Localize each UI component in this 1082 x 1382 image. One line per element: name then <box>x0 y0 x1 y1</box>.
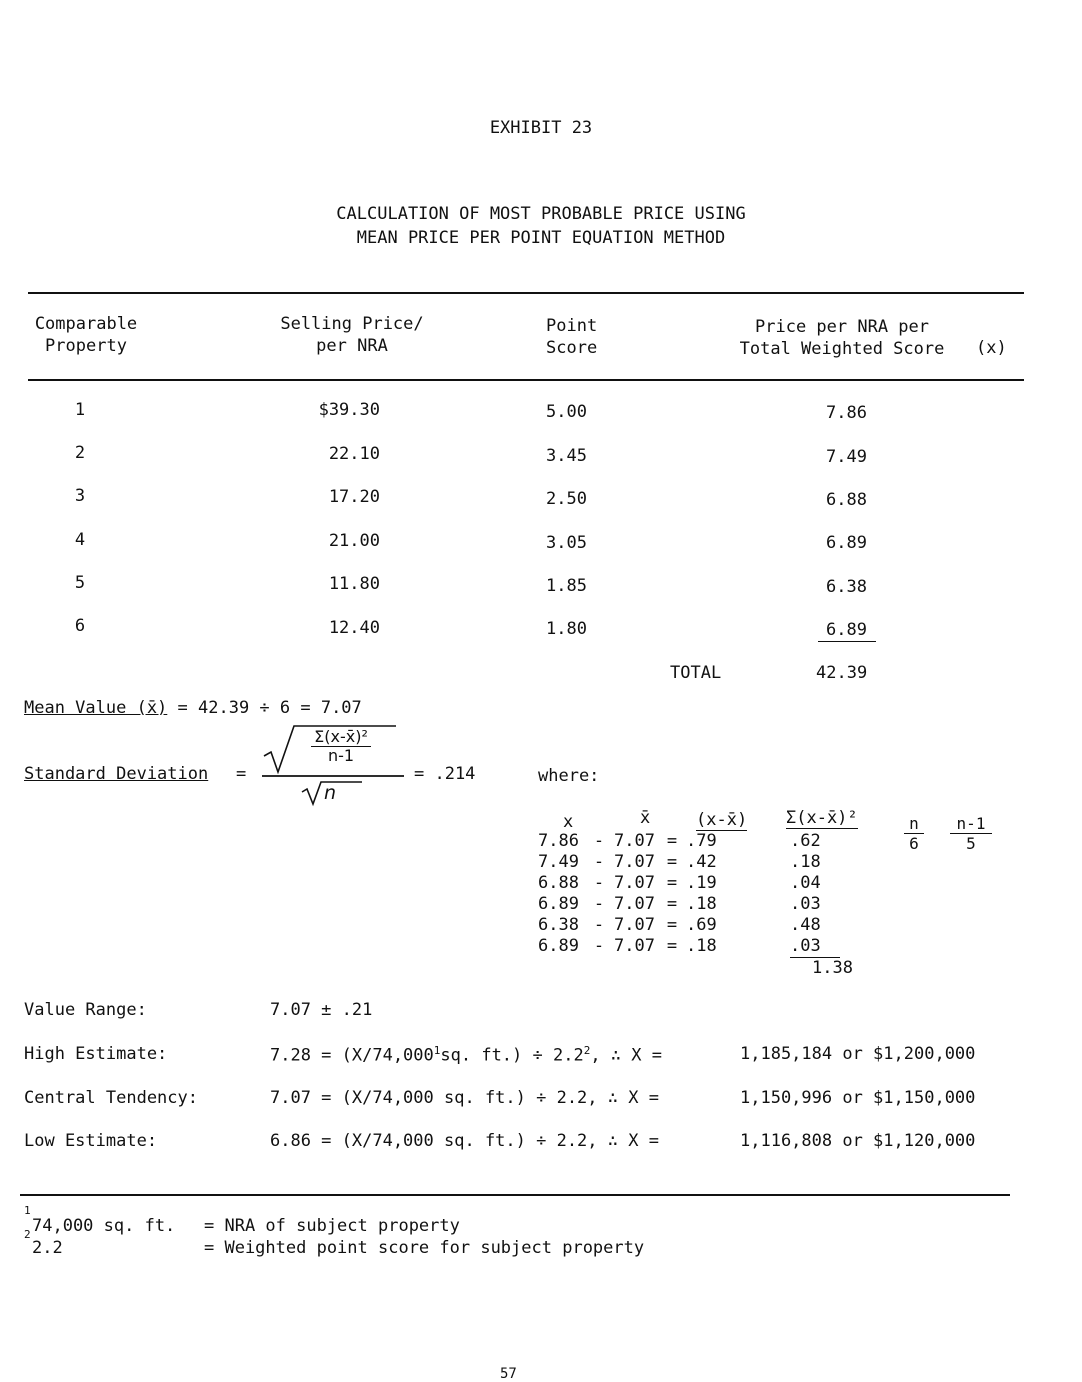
cell-property: 6 <box>74 616 86 636</box>
cell-score: 3.45 <box>546 446 587 466</box>
calc-row <box>538 936 840 958</box>
footnote-ref-1: 1 <box>433 1044 441 1057</box>
calc-row <box>538 873 840 894</box>
calc-xbar: 7.07 <box>614 915 655 935</box>
calc-xbar: 7.07 <box>614 894 655 914</box>
calc-diff: .42 <box>686 852 717 872</box>
calc-sq: .04 <box>790 873 821 893</box>
page-number: 57 <box>500 1366 517 1382</box>
calc-minus: - <box>593 831 605 851</box>
header-col1-line2: Property <box>45 336 127 356</box>
estimate-therefore: , ∴ X = <box>590 1045 662 1066</box>
header-col2-line1: Selling Price/ <box>280 314 424 334</box>
estimate-label: Low Estimate: <box>24 1131 158 1151</box>
value-range-label: Value Range: <box>24 1000 147 1020</box>
cell-ratio: 6.89 <box>826 533 867 553</box>
calc-xbar: 7.07 <box>614 831 655 851</box>
estimate-formula <box>270 1044 662 1066</box>
cell-price: 11.80 <box>328 574 380 594</box>
calc-eq: = <box>666 894 678 914</box>
estimate-equation: 7.07 = (X/74,000 <box>270 1088 434 1108</box>
total-rule <box>818 641 876 642</box>
std-dev-inner-fraction <box>286 728 396 765</box>
estimate-equation: 7.28 = (X/74,000 <box>270 1045 434 1066</box>
calc-x: 6.88 <box>538 873 579 893</box>
cell-ratio: 7.86 <box>826 403 867 423</box>
table-top-rule <box>28 292 1024 294</box>
cell-property: 2 <box>74 443 86 463</box>
calc-header-xbar: x̄ <box>640 808 651 828</box>
calc-sum: 1.38 <box>812 958 853 978</box>
estimate-formula <box>270 1088 659 1108</box>
where-label: where: <box>538 766 600 786</box>
estimate-equation-mid: sq. ft.) ÷ 2.2 <box>433 1131 588 1151</box>
cell-score: 5.00 <box>546 402 587 422</box>
cell-price: 22.10 <box>328 444 380 464</box>
footnote-mark: 2 <box>24 1228 31 1241</box>
calc-row <box>538 831 840 852</box>
cell-property: 1 <box>74 400 86 420</box>
table-header-rule <box>28 379 1024 381</box>
header-x-symbol: (x) <box>976 338 1007 358</box>
mean-label: Mean Value (x̄) <box>24 698 168 718</box>
std-dev-denominator: n-1 <box>327 746 355 765</box>
calc-x: 6.89 <box>538 894 579 914</box>
cell-property: 5 <box>74 573 86 593</box>
header-point-score <box>546 315 597 359</box>
footnote-ref-2: 2 <box>583 1044 591 1057</box>
header-comparable-property <box>20 313 152 357</box>
footnote-definition: = NRA of subject property <box>204 1216 460 1236</box>
estimate-therefore: , ∴ X = <box>587 1088 659 1108</box>
footnote-mark: 1 <box>24 1204 31 1217</box>
cell-score: 3.05 <box>546 533 587 553</box>
estimate-equation: 6.86 = (X/74,000 <box>270 1131 434 1151</box>
calc-minus: - <box>593 894 605 914</box>
calc-sq: .03 <box>790 894 821 914</box>
value-range: 7.07 ± .21 <box>270 1000 373 1020</box>
estimate-label: Central Tendency: <box>24 1088 198 1108</box>
total-value: 42.39 <box>816 663 868 683</box>
header-price-per-nra <box>722 316 962 360</box>
std-dev-numerator: Σ(x-x̄)² <box>311 728 371 747</box>
calc-minus: - <box>593 936 605 957</box>
calc-diff: .19 <box>686 873 717 893</box>
calc-eq: = <box>666 831 678 851</box>
calc-diff: .18 <box>686 894 717 914</box>
std-dev-label: Standard Deviation <box>24 764 209 784</box>
calc-eq: = <box>666 936 678 957</box>
estimate-equation-mid: sq. ft.) ÷ 2.2 <box>440 1045 584 1066</box>
estimate-result: 1,116,808 or $1,120,000 <box>740 1131 976 1151</box>
calc-row <box>538 852 840 873</box>
calc-n-fraction <box>904 814 924 853</box>
cell-price: 12.40 <box>328 618 380 638</box>
cell-price: 21.00 <box>328 531 380 551</box>
exhibit-label: EXHIBIT 23 <box>489 118 593 138</box>
calc-sq: .62 <box>790 831 821 851</box>
cell-score: 1.80 <box>546 619 587 639</box>
calc-sq: .18 <box>790 852 821 872</box>
calc-minus: - <box>593 915 605 935</box>
calc-diff: .79 <box>686 831 717 851</box>
std-dev-result: = .214 <box>414 764 476 784</box>
header-col3-line1: Point <box>546 316 598 336</box>
header-col4-line2: Total Weighted Score <box>739 339 945 359</box>
calc-eq: = <box>666 873 678 893</box>
calc-n1-value: 5 <box>966 834 976 853</box>
calc-header-x: x <box>563 812 574 832</box>
cell-price: $39.30 <box>318 400 380 420</box>
cell-score: 1.85 <box>546 576 587 596</box>
calc-header-n1: n-1 <box>950 814 992 834</box>
calc-xbar: 7.07 <box>614 873 655 893</box>
footnote-rule <box>20 1194 1010 1196</box>
estimate-equation-mid: sq. ft.) ÷ 2.2 <box>433 1088 588 1108</box>
calc-header-n: n <box>904 814 924 834</box>
calc-x: 7.86 <box>538 831 579 851</box>
calc-minus: - <box>593 852 605 872</box>
cell-score: 2.50 <box>546 489 587 509</box>
header-selling-price <box>252 313 452 357</box>
cell-ratio: 6.89 <box>826 620 867 640</box>
std-dev-outer-denominator: n <box>324 782 337 804</box>
calc-row <box>538 894 840 915</box>
estimate-result: 1,150,996 or $1,150,000 <box>740 1088 976 1108</box>
calc-diff: .69 <box>686 915 717 935</box>
calc-xbar: 7.07 <box>614 936 655 957</box>
cell-ratio: 6.38 <box>826 577 867 597</box>
calc-x: 6.89 <box>538 936 579 957</box>
std-dev-equals: = <box>236 764 247 784</box>
calc-header-sumsq: Σ(x-x̄)² <box>786 808 858 828</box>
calc-n1-fraction <box>950 814 992 853</box>
header-col4-line1: Price per NRA per <box>755 317 929 337</box>
calc-table <box>538 831 840 958</box>
calc-eq: = <box>666 915 678 935</box>
calc-header-diff: (x-x̄) <box>696 810 748 830</box>
mean-row <box>24 698 362 718</box>
cell-ratio: 6.88 <box>826 490 867 510</box>
estimate-therefore: , ∴ X = <box>587 1131 659 1151</box>
cell-ratio: 7.49 <box>826 447 867 467</box>
cell-property: 4 <box>74 530 86 550</box>
calc-n-value: 6 <box>909 834 919 853</box>
footnote-term: 74,000 sq. ft. <box>32 1216 176 1236</box>
cell-price: 17.20 <box>328 487 380 507</box>
header-col2-line2: per NRA <box>316 336 388 356</box>
estimate-formula <box>270 1131 659 1151</box>
calc-xbar: 7.07 <box>614 852 655 872</box>
calc-eq: = <box>666 852 678 872</box>
title-line-1: CALCULATION OF MOST PROBABLE PRICE USING <box>336 204 746 224</box>
header-col1-line1: Comparable <box>34 314 138 334</box>
calc-sq: .03 <box>790 936 840 958</box>
footnote-term: 2.2 <box>32 1238 63 1258</box>
calc-x: 7.49 <box>538 852 579 872</box>
footnote-definition: = Weighted point score for subject property <box>204 1238 645 1258</box>
calc-sq: .48 <box>790 915 821 935</box>
calc-row <box>538 915 840 936</box>
total-label: TOTAL <box>670 663 722 683</box>
calc-minus: - <box>593 873 605 893</box>
calc-x: 6.38 <box>538 915 579 935</box>
title-line-2: MEAN PRICE PER POINT EQUATION METHOD <box>356 228 726 248</box>
estimate-label: High Estimate: <box>24 1044 168 1064</box>
estimate-result: 1,185,184 or $1,200,000 <box>740 1044 976 1064</box>
cell-property: 3 <box>74 486 86 506</box>
header-col3-line2: Score <box>546 338 598 358</box>
calc-diff: .18 <box>686 936 717 957</box>
mean-expression: = 42.39 ÷ 6 = 7.07 <box>177 698 362 718</box>
